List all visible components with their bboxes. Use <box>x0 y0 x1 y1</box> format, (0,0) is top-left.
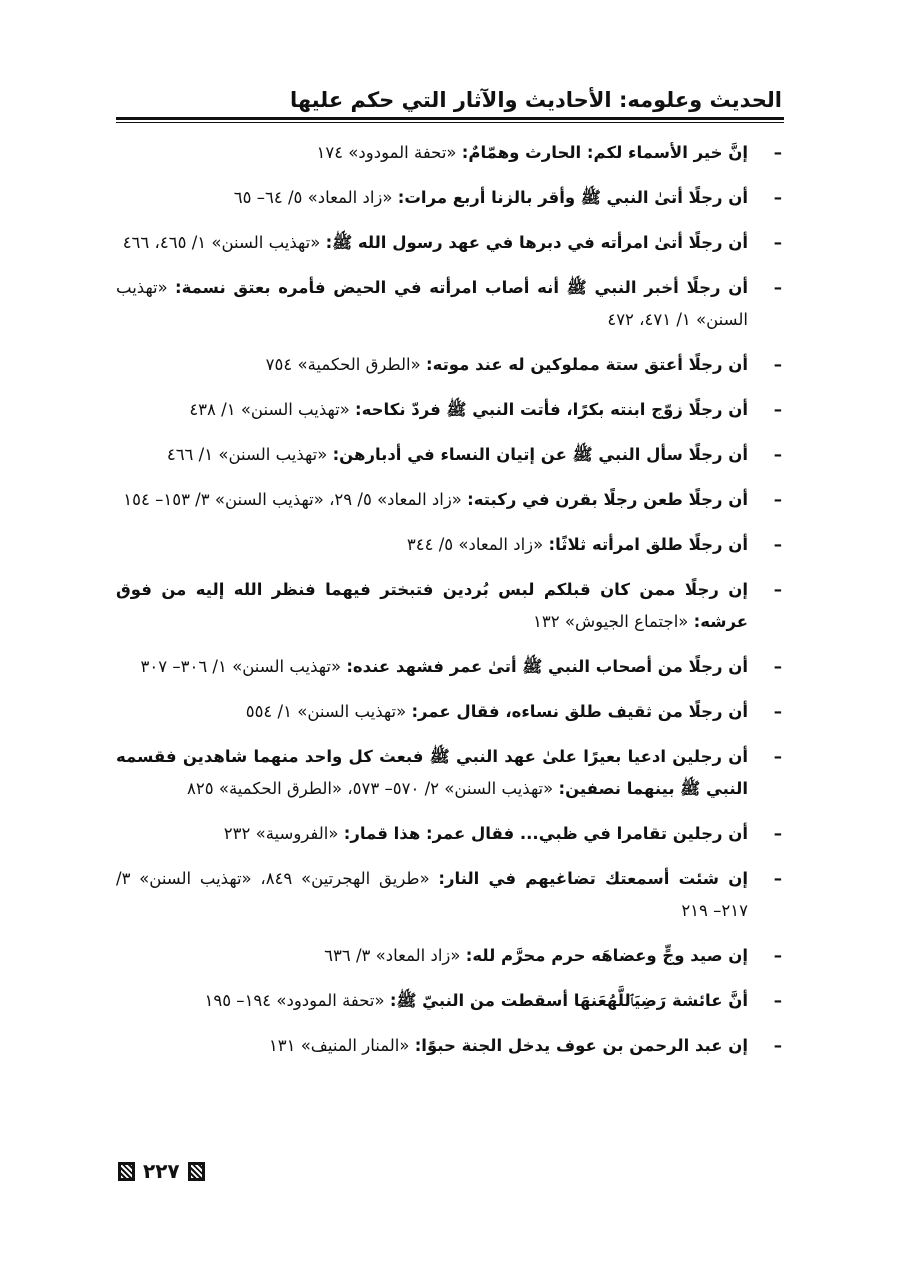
list-item <box>116 651 784 683</box>
source-reference: «الطرق الحكمية» ٧٥٤ <box>265 355 421 374</box>
dash-bullet: – <box>773 580 782 599</box>
list-item <box>116 439 784 471</box>
dash-bullet: – <box>773 946 782 965</box>
list-item <box>116 985 784 1017</box>
hadith-text: أن رجلًا طلق امرأته ثلاثًا: <box>548 535 748 554</box>
dash-bullet: – <box>773 535 782 554</box>
running-header: الحديث وعلومه: الأحاديث والآثار التي حكم عليها <box>289 88 782 112</box>
source-reference: «اجتماع الجيوش» ١٣٢ <box>533 612 689 631</box>
list-item <box>116 394 784 426</box>
dash-bullet: – <box>773 991 782 1010</box>
source-reference: «زاد المعاد» ٥/ ٣٤٤ <box>406 535 544 554</box>
hadith-index-list <box>116 137 784 1075</box>
list-item <box>116 272 784 336</box>
source-reference: «تهذيب السنن» ٢/ ٥٧٠– ٥٧٣، «الطرق الحكمية» ٨٢٥ <box>187 779 554 798</box>
source-reference: «تهذيب السنن» ١/ ٤٦٦ <box>166 445 328 464</box>
ornament-icon <box>188 1162 205 1181</box>
list-item <box>116 349 784 381</box>
dash-bullet: – <box>773 490 782 509</box>
list-item <box>116 182 784 214</box>
dash-bullet: – <box>773 278 782 297</box>
hadith-text: أن رجلًا زوّج ابنته بكرًا، فأتت النبي ﷺ فردّ نكاحه: <box>355 400 748 419</box>
source-reference: «المنار المنيف» ١٣١ <box>268 1036 410 1055</box>
source-reference: «تهذيب السنن» ١/ ٥٥٤ <box>245 702 407 721</box>
hadith-text: إن صيد وجٍّ وعضاهَه حرم محرَّم لله: <box>465 946 748 965</box>
source-reference: «زاد المعاد» ٥/ ٦٤– ٦٥ <box>233 188 393 207</box>
list-item <box>116 696 784 728</box>
hadith-text: إن شئت أسمعتك تضاغيهم في النار: <box>438 869 749 888</box>
list-item <box>116 741 784 805</box>
hadith-text: إنَّ خير الأسماء لكم: الحارث وهمّامٌ: <box>461 143 748 162</box>
dash-bullet: – <box>773 869 782 888</box>
source-reference: «زاد المعاد» ٣/ ٦٣٦ <box>324 946 461 965</box>
source-reference: «الفروسية» ٢٣٢ <box>223 824 339 843</box>
hadith-text: أن رجلين ادعيا بعيرًا علىٰ عهد النبي ﷺ فبعث كل واحد منهما شاهدين فقسمه النبي ﷺ بينهما نصفين: <box>116 747 748 798</box>
hadith-text: أن رجلًا من أصحاب النبي ﷺ أتىٰ عمر فشهد عنده: <box>346 657 748 676</box>
hadith-text: إن عبد الرحمن بن عوف يدخل الجنة حبوًا: <box>414 1036 748 1055</box>
list-item <box>116 863 784 927</box>
list-item <box>116 137 784 169</box>
dash-bullet: – <box>773 400 782 419</box>
hadith-text: أن رجلًا أعتق ستة مملوكين له عند موته: <box>425 355 748 374</box>
list-item <box>116 529 784 561</box>
dash-bullet: – <box>773 702 782 721</box>
header-rule-thick <box>116 117 784 120</box>
dash-bullet: – <box>773 355 782 374</box>
hadith-text: أنَّ عائشة رَضِيَٱللَّهُعَنهَا أسقطت من النبيّ ﷺ: <box>389 991 748 1010</box>
dash-bullet: – <box>773 188 782 207</box>
dash-bullet: – <box>773 445 782 464</box>
hadith-text: أن رجلين تقامرا في ظبي... فقال عمر: هذا قمار: <box>343 824 748 843</box>
source-reference: «تحفة المودود» ١٧٤ <box>316 143 457 162</box>
page-number: ٢٢٧ <box>143 1159 180 1183</box>
hadith-text: إن رجلًا ممن كان قبلكم لبس بُردين فتبختر فيهما فنظر الله إليه من فوق عرشه: <box>116 580 748 631</box>
dash-bullet: – <box>773 657 782 676</box>
list-item <box>116 227 784 259</box>
ornament-icon <box>118 1162 135 1181</box>
list-item <box>116 940 784 972</box>
dash-bullet: – <box>773 747 782 766</box>
page-footer <box>118 1160 205 1182</box>
source-reference: «طريق الهجرتين» ٨٤٩، «تهذيب السنن» ٣/ ٢١٧– ٢١٩ <box>116 869 748 920</box>
list-item <box>116 818 784 850</box>
source-reference: «تهذيب السنن» ١/ ٤٣٨ <box>189 400 350 419</box>
source-reference: «تحفة المودود» ١٩٤– ١٩٥ <box>204 991 385 1010</box>
dash-bullet: – <box>773 824 782 843</box>
hadith-text: أن رجلًا أخبر النبي ﷺ أنه أصاب امرأته في الحيض فأمره بعتق نسمة: <box>175 278 748 297</box>
source-reference: «تهذيب السنن» ١/ ٤٦٥، ٤٦٦ <box>122 233 321 252</box>
header-rule-thin <box>116 122 784 123</box>
list-item <box>116 484 784 516</box>
hadith-text: أن رجلًا طعن رجلًا بقرن في ركبته: <box>467 490 748 509</box>
dash-bullet: – <box>773 143 782 162</box>
list-item <box>116 1030 784 1062</box>
source-reference: «زاد المعاد» ٥/ ٢٩، «تهذيب السنن» ٣/ ١٥٣– ١٥٤ <box>123 490 462 509</box>
hadith-text: أن رجلًا أتىٰ امرأته في دبرها في عهد رسول الله ﷺ: <box>325 233 748 252</box>
dash-bullet: – <box>773 1036 782 1055</box>
source-reference: «تهذيب السنن» ١/ ٣٠٦– ٣٠٧ <box>140 657 342 676</box>
hadith-text: أن رجلًا سأل النبي ﷺ عن إتيان النساء في أدبارهن: <box>332 445 748 464</box>
list-item <box>116 574 784 638</box>
hadith-text: أن رجلًا أتىٰ النبي ﷺ وأقر بالزنا أربع مرات: <box>397 188 748 207</box>
source-reference: «تهذيب السنن» ١/ ٤٧١، ٤٧٢ <box>116 278 748 329</box>
dash-bullet: – <box>773 233 782 252</box>
hadith-text: أن رجلًا من ثقيف طلق نساءه، فقال عمر: <box>411 702 748 721</box>
